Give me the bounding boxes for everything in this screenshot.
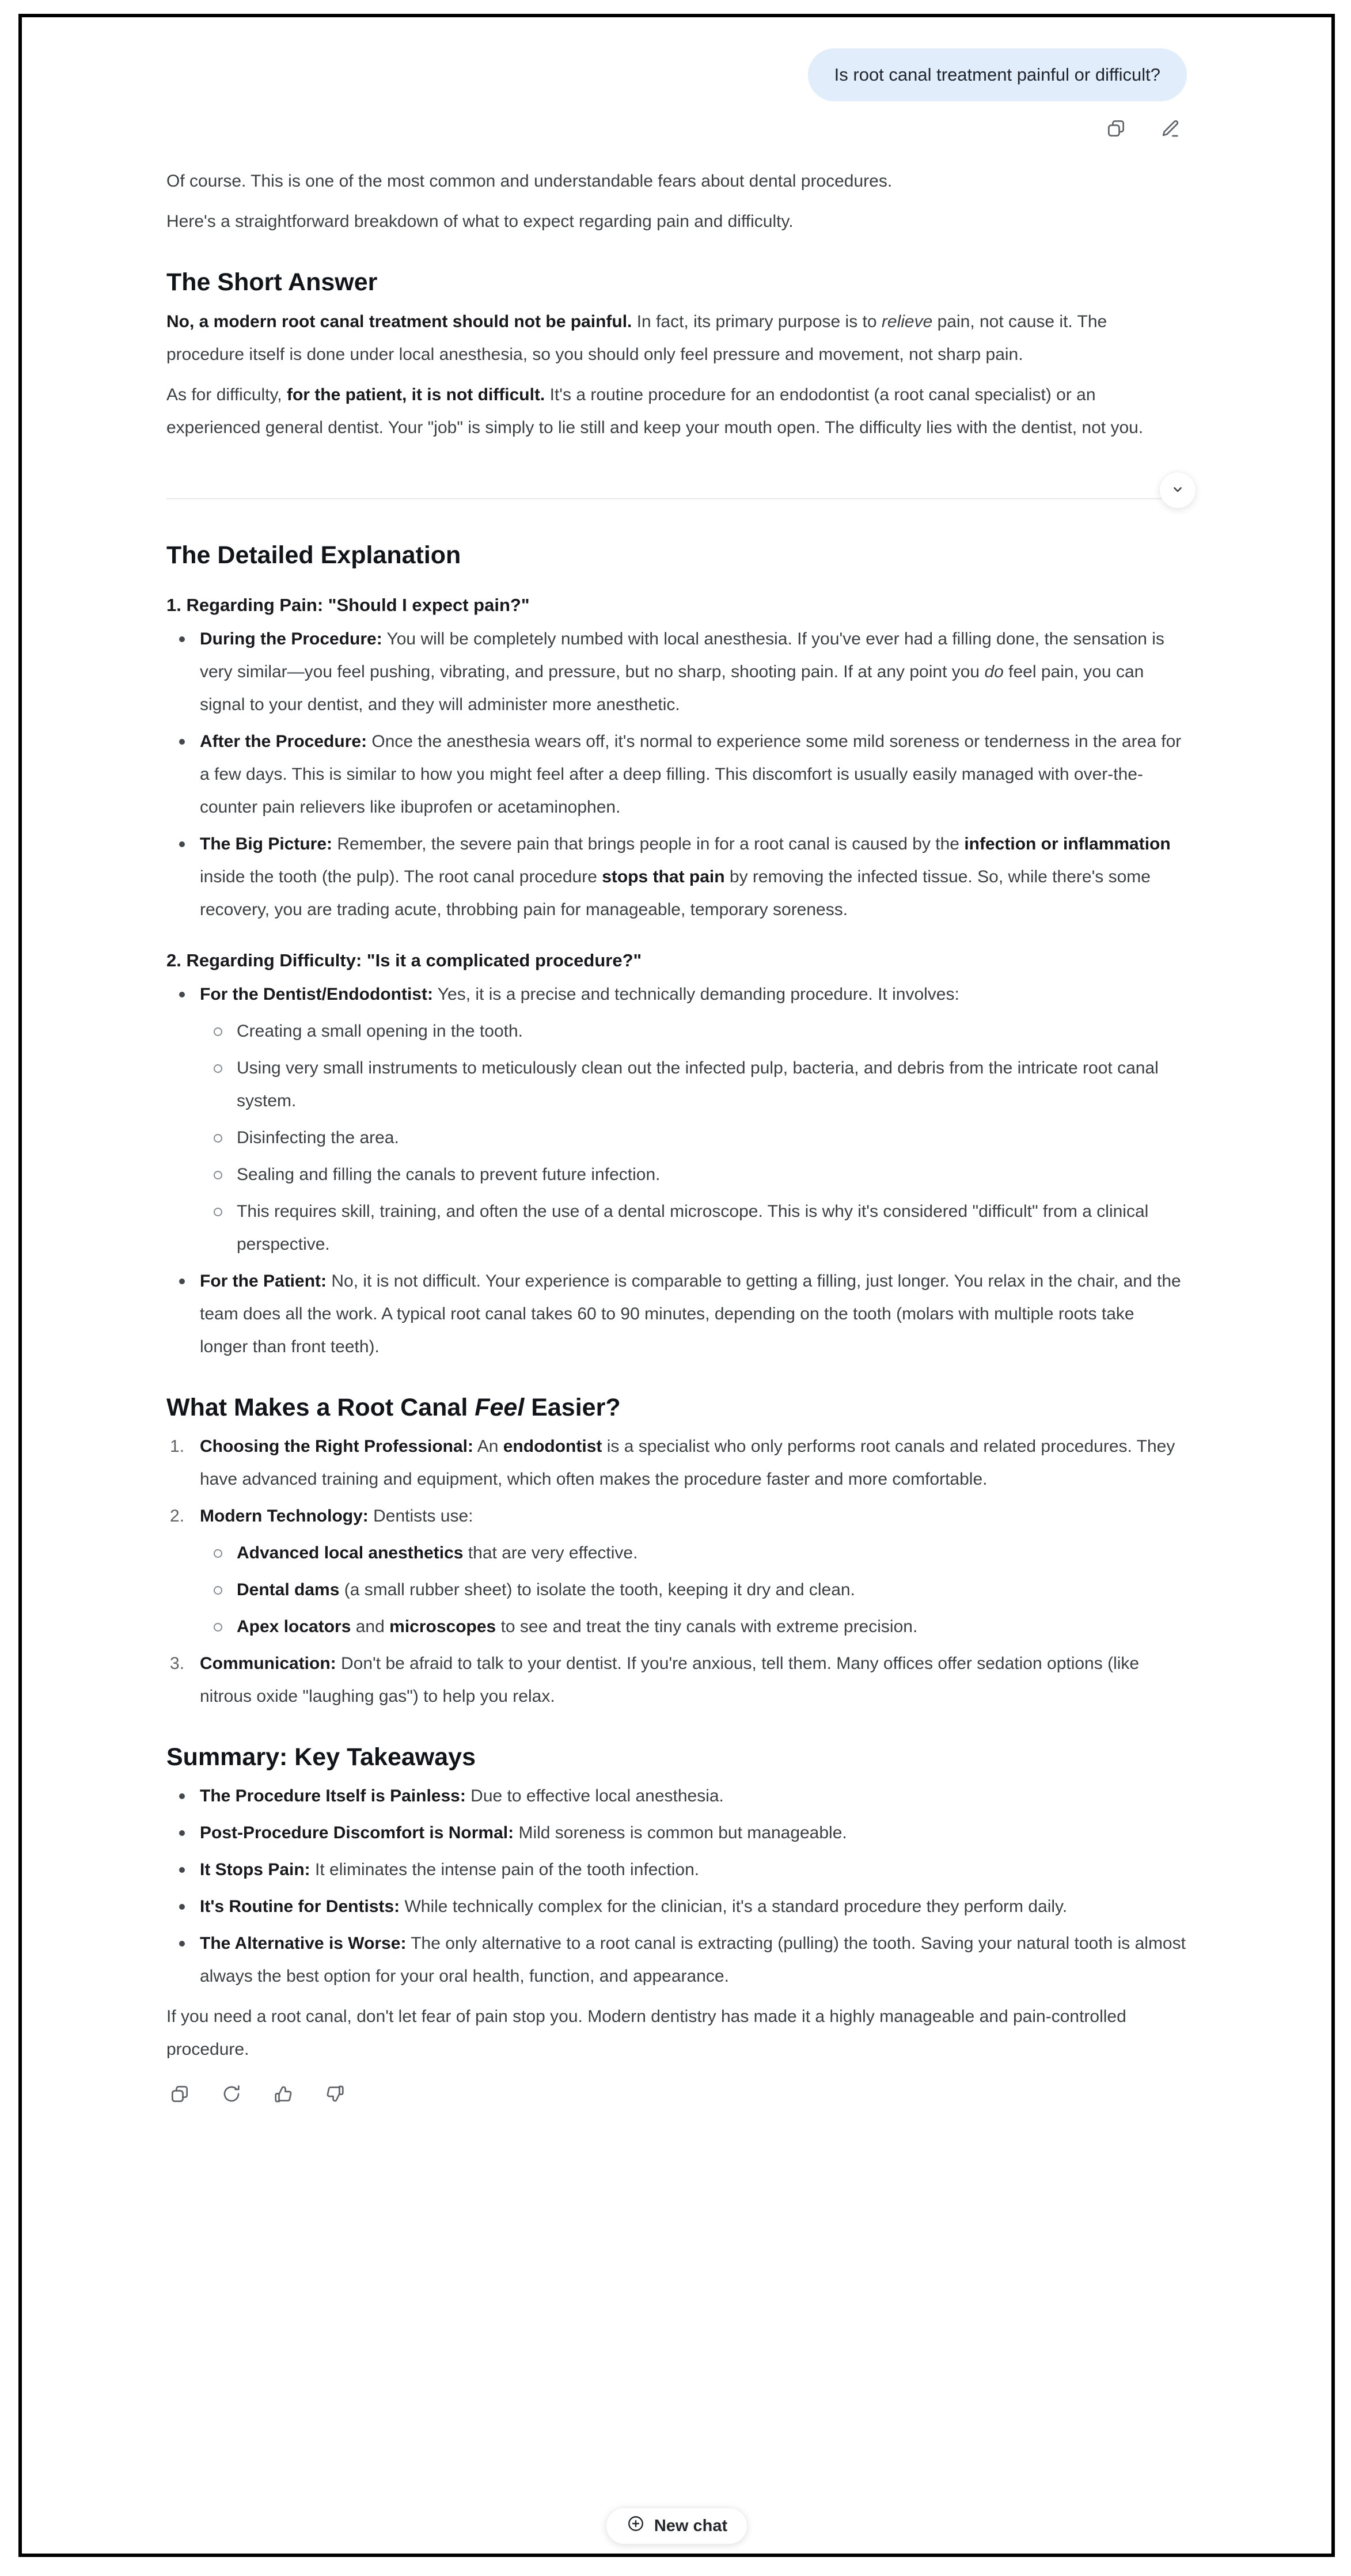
section-heading-easier: What Makes a Root Canal Feel Easier? <box>166 1394 621 1421</box>
assistant-paragraph: Of course. This is one of the most common and understandable fears about dental procedures. <box>166 172 893 191</box>
assistant-paragraph: As for difficulty, for the patient, it is not difficult. It's a routine procedure for an endodontist (a root canal specialist) or an experienced general dentist. Your "job" is simply to lie still and keep your mouth open. The difficulty lies with the dentist, not you. <box>166 385 1144 437</box>
easier-numbered-list <box>166 1430 1187 1713</box>
list-item: It Stops Pain: It eliminates the intense pain of the tooth infection. <box>200 1853 1187 1886</box>
assistant-paragraph: No, a modern root canal treatment should not be painful. In fact, its primary purpose is to relieve pain, not cause it. The procedure itself is done under local anesthesia, so you should only feel pressure and movement, not sharp pain. <box>166 312 1107 364</box>
list-item <box>200 978 1187 1261</box>
list-item: It's Routine for Dentists: While technically complex for the clinician, it's a standard procedure they perform daily. <box>200 1890 1187 1923</box>
footer <box>22 2507 1331 2544</box>
list-item: The Alternative is Worse: The only alternative to a root canal is extracting (pulling) the tooth. Saving your natural tooth is almost always the best option for your oral health, function, and appearance. <box>200 1927 1187 1993</box>
section-heading-summary: Summary: Key Takeaways <box>166 1743 476 1771</box>
list-item: Apex locators and microscopes to see and treat the tiny canals with extreme precision. <box>237 1610 1187 1643</box>
list-item: This requires skill, training, and often the use of a dental microscope. This is why it's considered "difficult" from a clinical perspective. <box>237 1195 1187 1261</box>
response-actions <box>169 2083 1187 2105</box>
thumbs-up-button[interactable] <box>272 2083 294 2105</box>
chevron-down-icon <box>1169 481 1186 500</box>
list-item: Sealing and filling the canals to prevent future infection. <box>237 1158 1187 1191</box>
regenerate-button[interactable] <box>221 2083 242 2105</box>
list-item: Dental dams (a small rubber sheet) to isolate the tooth, keeping it dry and clean. <box>237 1573 1187 1606</box>
subheading-regarding-difficulty: 2. Regarding Difficulty: "Is it a complicated procedure?" <box>166 950 642 970</box>
list-item: For the Patient: No, it is not difficult. Your experience is comparable to getting a filling, just longer. You relax in the chair, and the team does all the work. A typical root canal takes 60 to 90 minutes, depending on the tooth (molars with multiple roots take longer than front teeth). <box>200 1265 1187 1363</box>
thumbs-down-button[interactable] <box>324 2083 346 2105</box>
dentist-steps-list <box>200 1015 1187 1261</box>
summary-bullet-list <box>166 1780 1187 1993</box>
list-item: The Procedure Itself is Painless: Due to effective local anesthesia. <box>200 1780 1187 1812</box>
list-item: Communication: Don't be afraid to talk to your dentist. If you're anxious, tell them. Many offices offer sedation options (like nitrous oxide "laughing gas") to help you relax. <box>200 1654 1140 1706</box>
new-chat-label: New chat <box>654 2516 728 2535</box>
list-item <box>200 1500 1187 1643</box>
user-message-row <box>166 48 1187 101</box>
chat-window <box>18 14 1335 2557</box>
assistant-paragraph: If you need a root canal, don't let fear of pain stop you. Modern dentistry has made it a highly manageable and pain-controlled procedure. <box>166 2007 1126 2059</box>
technology-list <box>200 1537 1187 1643</box>
edit-icon <box>1159 132 1181 141</box>
list-item: Disinfecting the area. <box>237 1121 1187 1154</box>
list-item-text: For the Dentist/Endodontist: Yes, it is a precise and technically demanding procedure. It involves: <box>200 985 959 1004</box>
user-message-actions <box>166 117 1181 139</box>
new-chat-button[interactable] <box>606 2507 747 2544</box>
list-item: Creating a small opening in the tooth. <box>237 1015 1187 1048</box>
thumbs-down-icon <box>324 2098 346 2107</box>
plus-circle-icon <box>626 2514 646 2538</box>
user-message-bubble: Is root canal treatment painful or difficult? <box>808 48 1187 101</box>
thumbs-up-icon <box>272 2098 294 2107</box>
assistant-paragraph: Here's a straightforward breakdown of what to expect regarding pain and difficulty. <box>166 212 794 231</box>
divider <box>166 498 1170 499</box>
copy-icon <box>1105 132 1127 141</box>
section-heading-short-answer: The Short Answer <box>166 268 378 296</box>
list-item: Post-Procedure Discomfort is Normal: Mild soreness is common but manageable. <box>200 1816 1187 1849</box>
regenerate-icon <box>221 2098 242 2107</box>
list-item: During the Procedure: You will be completely numbed with local anesthesia. If you've ever had a filling done, the sensation is very similar—you feel pushing, vibrating, and pressure, but no sharp, shooting pain. If at any point you do feel pain, you can signal to your dentist, and they will administer more anesthetic. <box>200 623 1187 721</box>
list-item-text: Modern Technology: Dentists use: <box>200 1507 473 1526</box>
collapse-button[interactable] <box>1159 472 1196 509</box>
section-heading-detailed: The Detailed Explanation <box>166 541 461 569</box>
list-item: Using very small instruments to meticulously clean out the infected pulp, bacteria, and debris from the intricate root canal system. <box>237 1052 1187 1117</box>
list-item: Advanced local anesthetics that are very effective. <box>237 1537 1187 1569</box>
collapse-divider <box>166 471 1187 511</box>
copy-icon <box>169 2098 191 2107</box>
difficulty-bullet-list <box>166 978 1187 1363</box>
subheading-regarding-pain: 1. Regarding Pain: "Should I expect pain?" <box>166 595 530 615</box>
edit-message-button[interactable] <box>1159 117 1181 139</box>
list-item: After the Procedure: Once the anesthesia wears off, it's normal to experience some mild soreness or tenderness in the area for a few days. This is similar to how you might feel after a deep filling. This discomfort is usually easily managed with over-the-counter pain relievers like ibuprofen or acetaminophen. <box>200 725 1187 824</box>
conversation <box>166 17 1187 2191</box>
pain-bullet-list <box>166 623 1187 926</box>
copy-message-button[interactable] <box>1105 117 1127 139</box>
list-item: The Big Picture: Remember, the severe pain that brings people in for a root canal is caused by the infection or inflammation inside the tooth (the pulp). The root canal procedure stops that pain by removing the infected tissue. So, while there's some recovery, you are trading acute, throbbing pain for manageable, temporary soreness. <box>200 828 1187 926</box>
list-item: Choosing the Right Professional: An endodontist is a specialist who only performs root canals and related procedures. They have advanced training and equipment, which often makes the procedure faster and more comfortable. <box>200 1437 1175 1489</box>
copy-response-button[interactable] <box>169 2083 191 2105</box>
